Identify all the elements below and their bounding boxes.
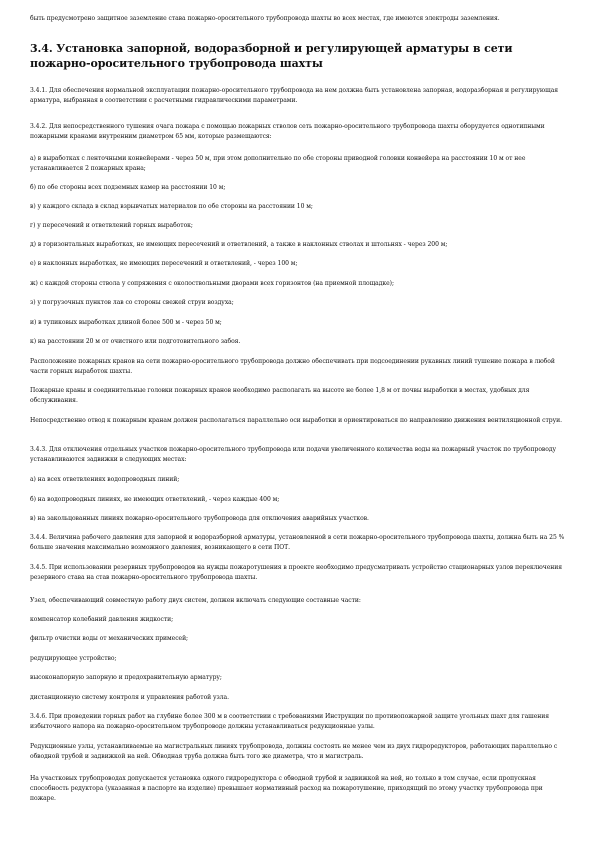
paragraph: б) по обе стороны всех подземных камер на расстоянии 10 м;	[30, 184, 226, 191]
paragraph: в) на закольцованных линиях пожарно-оросительного трубопровода для отключения аварийных участков.	[30, 515, 369, 522]
paragraph: 3.4.3. Для отключения отдельных участков пожарно-оросительного трубопровода или подачи увеличенного количества воды на пожарный участок по трубопроводу устанавливаются задвижки в следующих местах:	[30, 446, 557, 463]
paragraph: Узел, обеспечивающий совместную работу двух систем, должен включать следующие составные части:	[30, 597, 361, 604]
section-title: 3.4. Установка запорной, водоразборной и регулирующей арматуры в сети пожарно-оросительного трубопровода шахты	[30, 42, 513, 70]
paragraph: а) на всех ответвлениях водопроводных линий;	[30, 476, 180, 483]
paragraph: г) у пересечений и ответвлений горных выработок;	[30, 222, 193, 229]
list-item: редуцирующее устройство;	[30, 655, 117, 662]
paragraph: з) у погрузочных пунктов лав со стороны свежей струи воздуха;	[30, 299, 234, 306]
paragraph: На участковых трубопроводах допускается установка одного гидроредуктора с обводной трубой и задвижкой на ней, но только в том случае, если пропускная способность редуктора (указанная в паспорте на изделие) превышает нормативный расход на пожаротушение, приходящий по этому участку трубопровода при пожаре.	[30, 775, 543, 802]
list-item: высоконапорную запорную и предохранительную арматуру;	[30, 674, 222, 681]
list-item: фильтр очистки воды от механических примесей;	[30, 635, 189, 642]
paragraph: в) у каждого склада в склад взрывчатых материалов по обе стороны на расстоянии 10 м;	[30, 203, 313, 210]
paragraph: 3.4.4. Величина рабочего давления для запорной и водоразборной арматуры, установленной в сети пожарно-оросительного трубопровода шахты, должна быть на 25 % больше значения максимально возможного давления, возникающего в сети ПОТ.	[30, 534, 565, 551]
paragraph: к) на расстоянии 20 м от очистного или подготовительного забоя.	[30, 338, 241, 345]
paragraph: ж) с каждой стороны ствола у сопряжения с околоствольными дворами всех горизонтов (на приемной площадке);	[30, 280, 394, 287]
paragraph: е) в наклонных выработках, не имеющих пересечений и ответвлений, - через 100 м;	[30, 260, 298, 267]
paragraph: и) в тупиковых выработках длиной более 500 м - через 50 м;	[30, 319, 222, 326]
paragraph: 3.4.2. Для непосредственного тушения очага пожара с помощью пожарных стволов сеть пожарно-оросительного трубопровода шахты оборудуется однотипными пожарными кранами внутренним диаметром 65 мм, которые размещаются:	[30, 123, 545, 140]
paragraph: 3.4.1. Для обеспечения нормальной эксплуатации пожарно-оросительного трубопровода на нем должна быть установлена запорная, водоразборная и регулирующая арматура, выбранная в соответствии с расчетными гидравлическими параметрами.	[30, 87, 559, 104]
paragraph: Расположение пожарных кранов на сети пожарно-оросительного трубопровода должно обеспечивать при подсоединении рукавных линий тушение пожара в любой части горных выработок шахты.	[30, 358, 555, 375]
paragraph: а) в выработках с ленточными конвейерами - через 50 м, при этом дополнительно по обе стороны приводной головки конвейера на расстоянии 10 м от нее устанавливается 2 пожарных крана;	[30, 155, 526, 172]
list-item: дистанционную систему контроля и управления работой узла.	[30, 694, 229, 701]
list-item: компенсатор колебаний давления жидкости;	[30, 616, 174, 623]
paragraph: 3.4.6. При проведении горных работ на глубине более 300 м в соответствии с требованиями Инструкции по противопожарной защите угольных шахт для гашения избыточного напора на пожарно-оросительном трубопроводе должны устанавливаться редукционные узлы.	[30, 713, 550, 730]
top-fragment-text: быть предусмотрено защитное заземление става пожарно-оросительного трубопровода шахты во всех местах, где имеются электроды заземления.	[30, 15, 500, 22]
paragraph: Пожарные краны и соединительные головки пожарных кранов необходимо располагать на высоте не более 1,8 м от почвы выработки в местах, удобных для обслуживания.	[30, 387, 530, 404]
paragraph: д) в горизонтальных выработках, не имеющих пересечений и ответвлений, а также в наклонных стволах и штольнях - через 200 м;	[30, 241, 448, 248]
paragraph: Непосредственно отвод к пожарным кранам должен располагаться параллельно оси выработки и ориентироваться по направлению движения вентиляционной струи.	[30, 417, 562, 424]
paragraph: Редукционные узлы, устанавливаемые на магистральных линиях трубопровода, должны состоять не менее чем из двух гидроредукторов, работающих параллельно с обводной трубой и задвижкой на ней. Обводная труба должна быть того же диаметра, что и магистраль.	[30, 743, 558, 760]
paragraph: б) на водопроводных линиях, не имеющих ответвлений, - через каждые 400 м;	[30, 496, 280, 503]
paragraph: 3.4.5. При использовании резервных трубопроводов на нужды пожаротушения в проекте необходимо предусматривать устройство стационарных узлов переключения резервного става на став пожарно-оросительного трубопровода шахты.	[30, 564, 562, 581]
